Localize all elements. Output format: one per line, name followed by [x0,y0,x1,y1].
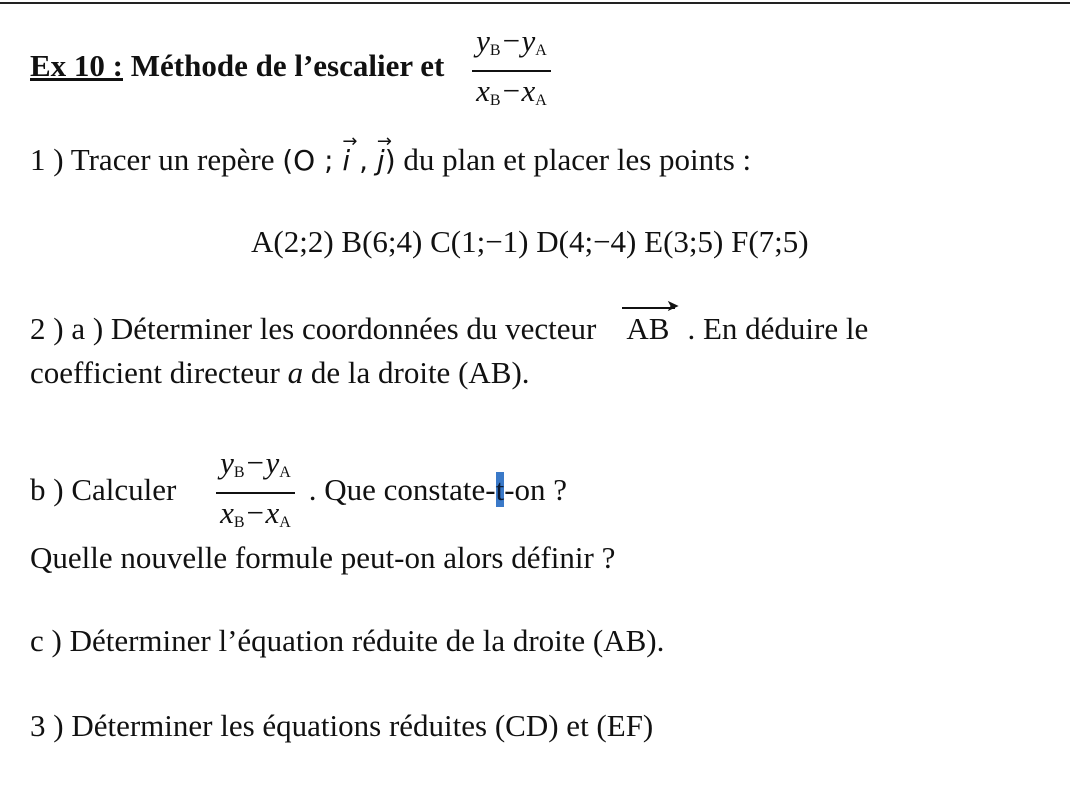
top-rule [0,2,1070,4]
points-list: A(2;2) B(6;4) C(1;−1) D(4;−4) E(3;5) F(7;5) [251,224,809,259]
question-2a-suffix: . En déduire le [687,311,869,346]
question-2b: b ) Calculer $\frac{y_B-y_A}{x_B-x_A}$ . Que constate-t-on ? [30,446,567,540]
slope-fraction-title [472,24,551,118]
exercise-label: Ex 10 : [30,48,123,84]
question-2b-line2: Quelle nouvelle formule peut-on alors définir ? [30,540,616,575]
question-2a-prefix: 2 ) a ) Déterminer les coordonnées du vecteur [30,311,597,346]
vector-j-arrow-icon: → [376,131,392,152]
slope-fraction-2b [216,446,295,540]
question-1-suffix: du plan et placer les points : [403,142,752,177]
exercise-title [30,22,557,116]
repere-notation: (O ; → i , → j) [282,131,396,177]
question-2c: c ) Déterminer l’équation réduite de la droite (AB). [30,623,665,658]
exercise-title-text: Méthode de l’escalier et [130,48,445,84]
question-2a-line2: coefficient directeur a de la droite (AB). [30,355,530,390]
question-1 [30,131,752,179]
vector-ab-arrow-icon: ➤ [666,298,680,315]
text-highlight: t [495,472,505,508]
fraction-denominator: $x_B-x_A$ [476,73,547,109]
vector-i: → i [342,131,358,177]
question-2b-prefix: b ) Calculer [30,472,177,508]
vector-j: → j [376,131,392,177]
question-3: 3 ) Déterminer les équations réduites (CD) et (EF) [30,708,654,743]
coefficient-variable: a [287,355,304,390]
vector-i-arrow-icon: → [342,131,358,152]
fraction-numerator: $y_B-y_A$ [216,446,295,494]
question-2a [30,298,869,347]
fraction-denominator: $x_B-x_A$ [220,495,291,531]
question-1-prefix: 1 ) Tracer un repère [30,142,275,177]
vector-ab: ➤ AB [626,311,669,347]
fraction-numerator: $y_B-y_A$ [472,24,551,72]
